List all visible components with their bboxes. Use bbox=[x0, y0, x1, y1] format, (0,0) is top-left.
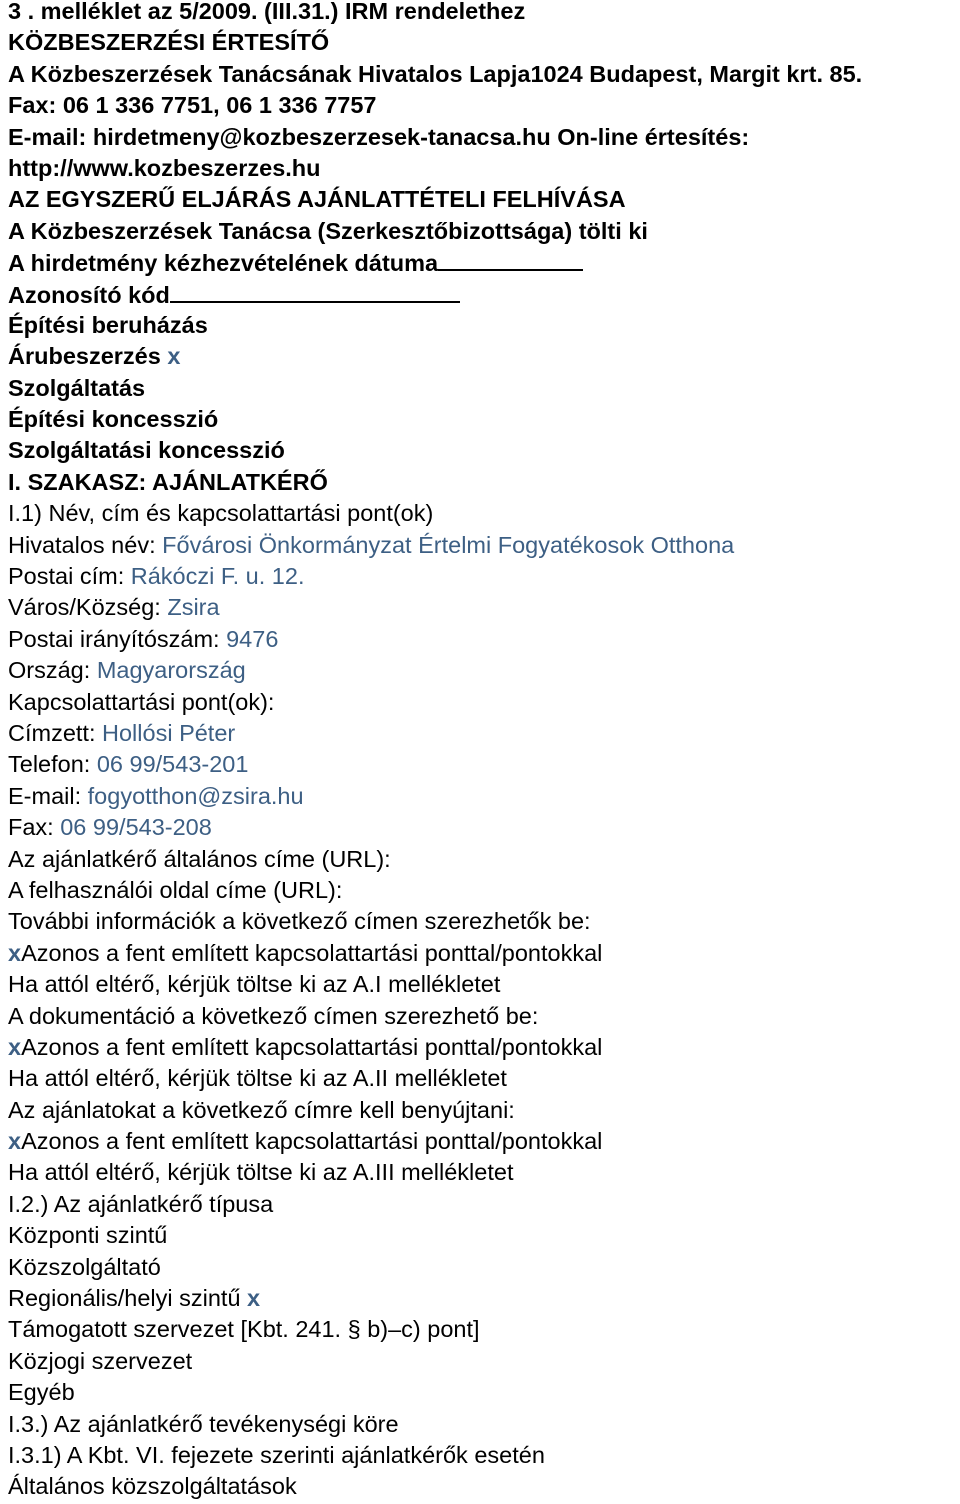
fax-row: Fax: 06 99/543-208 bbox=[8, 814, 212, 841]
bulletin-title: KÖZBESZERZÉSI ÉRTESÍTŐ bbox=[8, 29, 330, 56]
general-url-label: Az ajánlatkérő általános címe (URL): bbox=[8, 845, 391, 872]
postcode-row: Postai irányítószám: 9476 bbox=[8, 625, 279, 652]
country-row: Ország: Magyarország bbox=[8, 657, 246, 684]
authority-type-regional: Regionális/helyi szintű x bbox=[8, 1285, 261, 1312]
email-line: E-mail: hirdetmeny@kozbeszerzesek-tanacsa.hu On-line értesítés: bbox=[8, 123, 750, 150]
info-same-row: xAzonos a fent említett kapcsolattartási ponttal/pontokkal bbox=[8, 939, 603, 966]
authority-type-public-law: Közjogi szervezet bbox=[8, 1347, 193, 1374]
country-value: Magyarország bbox=[96, 657, 246, 684]
official-name-value: Fővárosi Önkormányzat Értelmi Fogyatékosok Otthona bbox=[162, 531, 735, 558]
addressee-row: Címzett: Hollósi Péter bbox=[8, 719, 236, 746]
authority-type-heading: I.2.) Az ajánlatkérő típusa bbox=[8, 1190, 274, 1217]
tenders-same-row: xAzonos a fent említett kapcsolattartási ponttal/pontokkal bbox=[8, 1128, 603, 1155]
authority-type-subsidised: Támogatott szervezet [Kbt. 241. § b)–c) pont] bbox=[8, 1316, 480, 1343]
info-heading: További információk a következő címen szerezhetők be: bbox=[8, 908, 591, 935]
regional-mark: x bbox=[247, 1285, 261, 1312]
contract-type-services: Szolgáltatás bbox=[8, 374, 146, 401]
activity-sub-heading: I.3.1) A Kbt. VI. fejezete szerinti ajánlatkérők esetén bbox=[8, 1441, 545, 1468]
activity-general: Általános közszolgáltatások bbox=[8, 1473, 297, 1500]
website-line: http://www.kozbeszerzes.hu bbox=[8, 154, 321, 181]
fax-value: 06 99/543-208 bbox=[60, 814, 212, 841]
contract-type-service-concession: Szolgáltatási koncesszió bbox=[8, 437, 285, 464]
contract-type-supplies: Árubeszerzés x bbox=[8, 343, 181, 370]
document-page bbox=[8, 0, 956, 1503]
receipt-date-blank bbox=[438, 247, 583, 271]
buyer-profile-url-label: A felhasználói oldal címe (URL): bbox=[8, 876, 343, 903]
tenders-annex-line: Ha attól eltérő, kérjük töltse ki az A.III mellékletet bbox=[8, 1159, 514, 1186]
docs-mark: x bbox=[8, 1033, 22, 1060]
section1-title: I. SZAKASZ: AJÁNLATKÉRŐ bbox=[8, 468, 328, 495]
authority-type-other: Egyéb bbox=[8, 1379, 75, 1406]
activity-heading: I.3.) Az ajánlatkérő tevékenységi köre bbox=[8, 1410, 399, 1437]
fax-line: Fax: 06 1 336 7751, 06 1 336 7757 bbox=[8, 92, 377, 119]
city-value: Zsira bbox=[167, 594, 220, 621]
contract-type-construction: Építési beruházás bbox=[8, 311, 208, 338]
tenders-mark: x bbox=[8, 1128, 22, 1155]
supplies-mark: x bbox=[167, 343, 181, 370]
postal-address-value: Rákóczi F. u. 12. bbox=[130, 563, 305, 590]
receipt-date-row bbox=[8, 247, 956, 278]
phone-row: Telefon: 06 99/543-201 bbox=[8, 751, 249, 778]
city-row: Város/Község: Zsira bbox=[8, 594, 220, 621]
authority-type-public-service: Közszolgáltató bbox=[8, 1253, 161, 1280]
receipt-date-label: A hirdetmény kézhezvételének dátuma bbox=[8, 250, 439, 277]
postcode-value: 9476 bbox=[226, 625, 279, 652]
docs-heading: A dokumentáció a következő címen szerezhető be: bbox=[8, 1002, 539, 1029]
id-code-label: Azonosító kód bbox=[8, 281, 170, 308]
contact-heading: I.1) Név, cím és kapcsolattartási pont(ok) bbox=[8, 500, 434, 527]
info-mark: x bbox=[8, 939, 22, 966]
addressee-value: Hollósi Péter bbox=[102, 719, 236, 746]
email-value: fogyotthon@zsira.hu bbox=[87, 782, 304, 809]
official-name-row: Hivatalos név: Fővárosi Önkormányzat Értelmi Fogyatékosok Otthona bbox=[8, 531, 735, 558]
contact-points-label: Kapcsolattartási pont(ok): bbox=[8, 688, 275, 715]
authority-type-central: Központi szintű bbox=[8, 1222, 168, 1249]
annex-line: 3 . melléklet az 5/2009. (III.31.) IRM rendelethez bbox=[8, 0, 526, 24]
info-annex-line: Ha attól eltérő, kérjük töltse ki az A.I mellékletet bbox=[8, 971, 501, 998]
email-row: E-mail: fogyotthon@zsira.hu bbox=[8, 782, 304, 809]
publisher-line: A Közbeszerzések Tanácsának Hivatalos Lapja1024 Budapest, Margit krt. 85. bbox=[8, 60, 863, 87]
id-code-row bbox=[8, 279, 956, 310]
notice-title: AZ EGYSZERŰ ELJÁRÁS AJÁNLATTÉTELI FELHÍVÁSA bbox=[8, 186, 626, 213]
id-code-blank bbox=[170, 279, 460, 303]
tenders-heading: Az ajánlatokat a következő címre kell benyújtani: bbox=[8, 1096, 515, 1123]
docs-same-row: xAzonos a fent említett kapcsolattartási ponttal/pontokkal bbox=[8, 1033, 603, 1060]
docs-annex-line: Ha attól eltérő, kérjük töltse ki az A.II mellékletet bbox=[8, 1065, 507, 1092]
phone-value: 06 99/543-201 bbox=[96, 751, 249, 778]
contract-type-works-concession: Építési koncesszió bbox=[8, 406, 219, 433]
filled-by-line: A Közbeszerzések Tanácsa (Szerkesztőbizottsága) tölti ki bbox=[8, 217, 648, 244]
postal-address-row: Postai cím: Rákóczi F. u. 12. bbox=[8, 563, 305, 590]
